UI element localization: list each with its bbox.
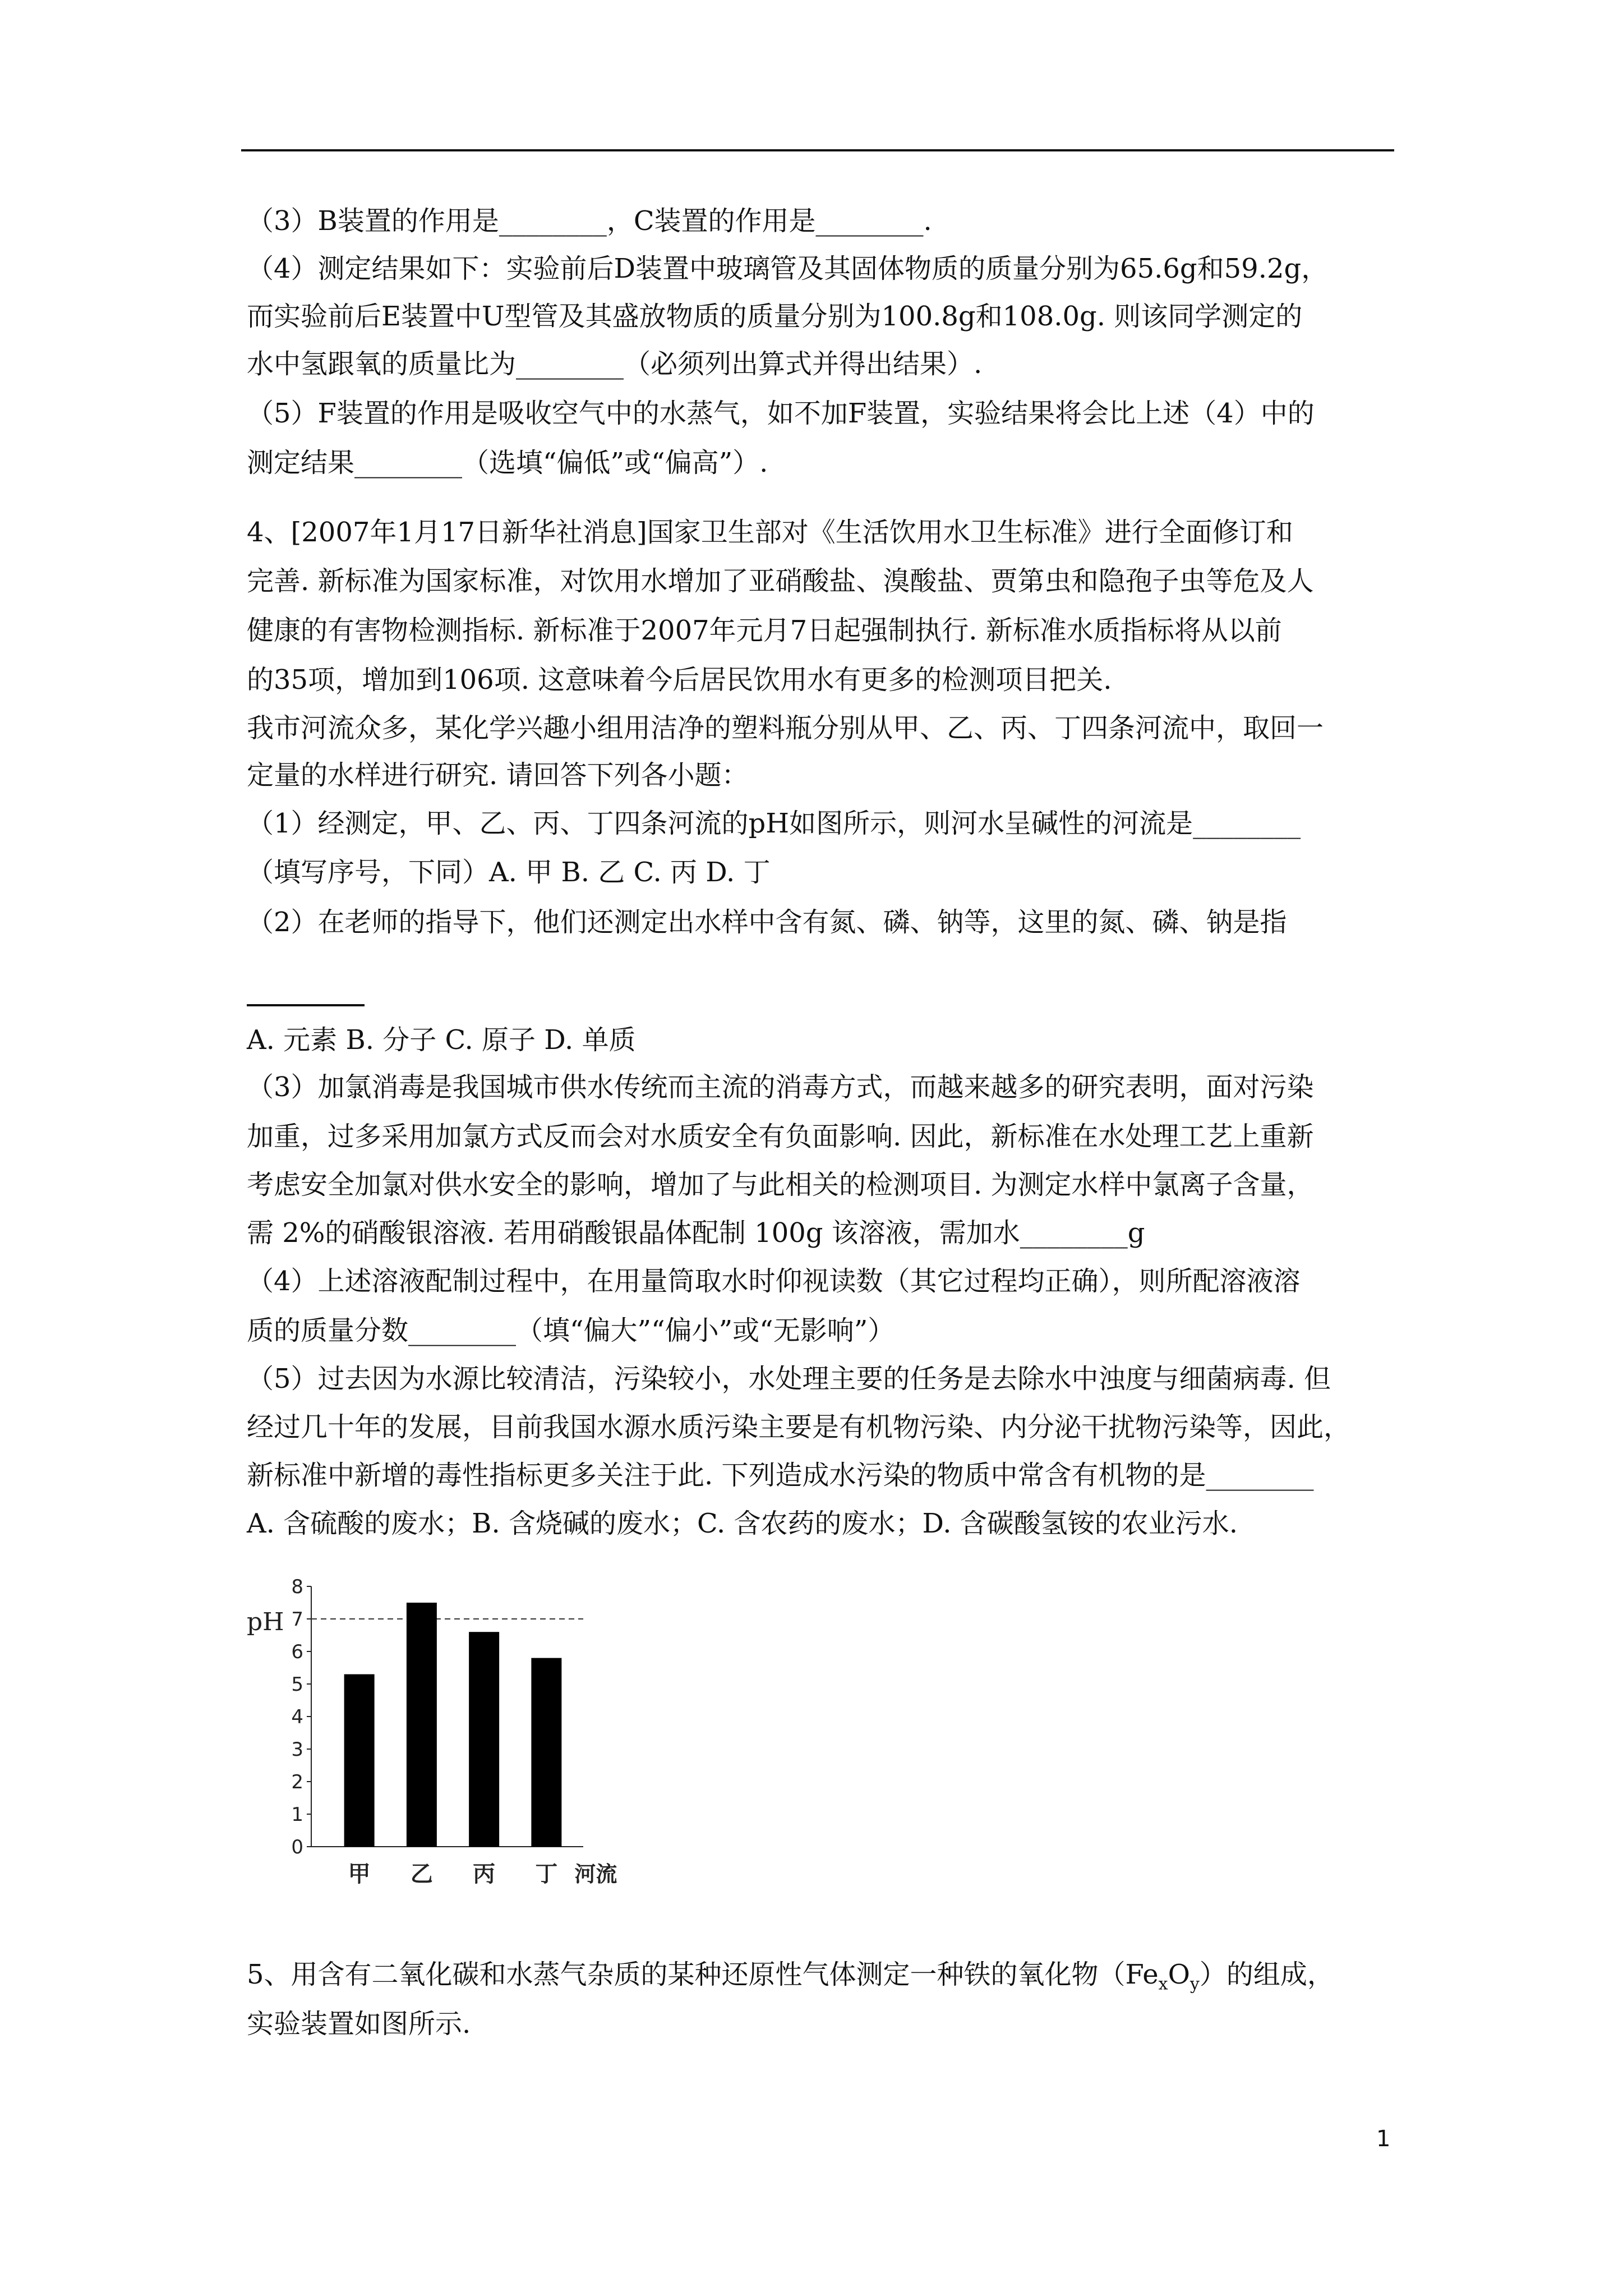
q4-intro: 4、[2007年1月17日新华社消息]国家卫生部对《生活饮用水卫生标准》进行全面修订和 [247,517,1293,548]
answer-blank [247,1004,365,1006]
q4-5-text-cont: 经过几十年的发展，目前我国水源水质污染主要是有机物污染、内分泌干扰物污染等，因此， [247,1411,1351,1443]
q5-text-start: 5、用含有二氧化碳和水蒸气杂质的某种还原性气体测定一种铁的氧化物（Fe [247,1959,1159,1990]
y-tick-label: 8 [291,1576,303,1598]
y-tick-label: 5 [291,1673,303,1696]
x-tick-label: 甲 [348,1861,371,1887]
q4-5-options: A. 含硫酸的废水；B. 含烧碱的废水；C. 含农药的废水；D. 含碳酸氢铵的农业污水. [247,1508,1238,1539]
q4-2-options: A. 元素 B. 分子 C. 原子 D. 单质 [247,1024,636,1056]
y-tick-label: 3 [291,1738,303,1761]
y-tick-label: 7 [291,1608,303,1631]
q4-3-text: （3）加氯消毒是我国城市供水传统而主流的消毒方式，而越来越多的研究表明，面对污染 [247,1071,1314,1103]
q4-1-text: （1）经测定，甲、乙、丙、丁四条河流的pH如图所示，则河水呈碱性的河流是________ [247,808,1301,839]
y-tick-label: 4 [291,1706,303,1728]
header-rule [241,149,1394,151]
q4-context-cont: 定量的水样进行研究. 请回答下列各小题： [247,760,749,791]
ph-bar-chart [241,1559,645,1918]
q4-2-text: （2）在老师的指导下，他们还测定出水样中含有氮、磷、钠等，这里的氮、磷、钠是指 [247,907,1287,938]
x-axis-label: 河流 [574,1862,617,1887]
q5-text-end: ）的组成， [1199,1959,1334,1990]
q4-1-options: （填写序号，下同）A. 甲 B. 乙 C. 丙 D. 丁 [247,857,771,888]
y-tick-label: 1 [291,1803,303,1826]
bar [469,1632,499,1847]
q4-3-text-cont: 需 2%的硝酸银溶液. 若用硝酸银晶体配制 100g 该溶液，需加水________g [247,1217,1145,1249]
q3-5-text-cont: 测定结果________（选填“偏低”或“偏高”）. [247,447,768,478]
x-tick-label: 乙 [410,1861,433,1887]
x-tick-label: 丙 [473,1861,496,1887]
q4-3-text-cont: 考虑安全加氯对供水安全的影响，增加了与此相关的检测项目. 为测定水样中氯离子含量， [247,1169,1314,1200]
q3-5-text: （5）F装置的作用是吸收空气中的水蒸气，如不加F装置，实验结果将会比上述（4）中的 [247,398,1315,429]
y-tick-label: 2 [291,1771,303,1793]
y-tick-label: 6 [291,1641,303,1663]
q3-3-text: （3）B装置的作用是________，C装置的作用是________. [247,205,932,237]
q4-5-text-cont: 新标准中新增的毒性指标更多关注于此. 下列造成水污染的物质中常含有机物的是________ [247,1460,1314,1491]
bar [531,1658,561,1847]
formula-subscript-y: y [1189,1974,1200,1994]
formula-subscript-x: x [1158,1974,1168,1994]
q4-4-text-cont: 质的质量分数________（填“偏大”“偏小”或“无影响”） [247,1315,895,1346]
bar [344,1674,375,1847]
y-tick-label: 0 [291,1836,303,1858]
formula-oxygen: O [1168,1959,1190,1990]
q3-4-text-cont: 水中氢跟氧的质量比为________（必须列出算式并得出结果）. [247,348,983,380]
q5-text-cont: 实验装置如图所示. [247,2008,471,2040]
q4-context: 我市河流众多，某化学兴趣小组用洁净的塑料瓶分别从甲、乙、丙、丁四条河流中，取回一 [247,712,1324,744]
q4-5-text: （5）过去因为水源比较清洁，污染较小，水处理主要的任务是去除水中浊度与细菌病毒. 但 [247,1363,1331,1395]
x-tick-label: 丁 [535,1861,558,1887]
q5-text [247,1957,1394,1993]
q3-4-text: （4）测定结果如下：实验前后D装置中玻璃管及其固体物质的质量分别为65.6g和59.2g， [247,253,1329,284]
q4-intro-cont: 完善. 新标准为国家标准，对饮用水增加了亚硝酸盐、溴酸盐、贾第虫和隐孢子虫等危及人 [247,565,1314,597]
q4-intro-cont: 的35项，增加到106项. 这意味着今后居民饮用水有更多的检测项目把关. [247,664,1112,696]
page-number: 1 [1376,2126,1391,2152]
q3-4-text-cont: 而实验前后E装置中U型管及其盛放物质的质量分别为100.8g和108.0g. 则该同学测定的 [247,301,1303,332]
bar [407,1603,437,1847]
q4-3-text-cont: 加重，过多采用加氯方式反而会对水质安全有负面影响. 因此，新标准在水处理工艺上重新 [247,1121,1314,1152]
q4-4-text: （4）上述溶液配制过程中，在用量筒取水时仰视读数（其它过程均正确），则所配溶液溶 [247,1266,1301,1297]
y-axis-label: pH [247,1608,284,1636]
q4-intro-cont: 健康的有害物检测指标. 新标准于2007年元月7日起强制执行. 新标准水质指标将从以前 [247,615,1282,646]
